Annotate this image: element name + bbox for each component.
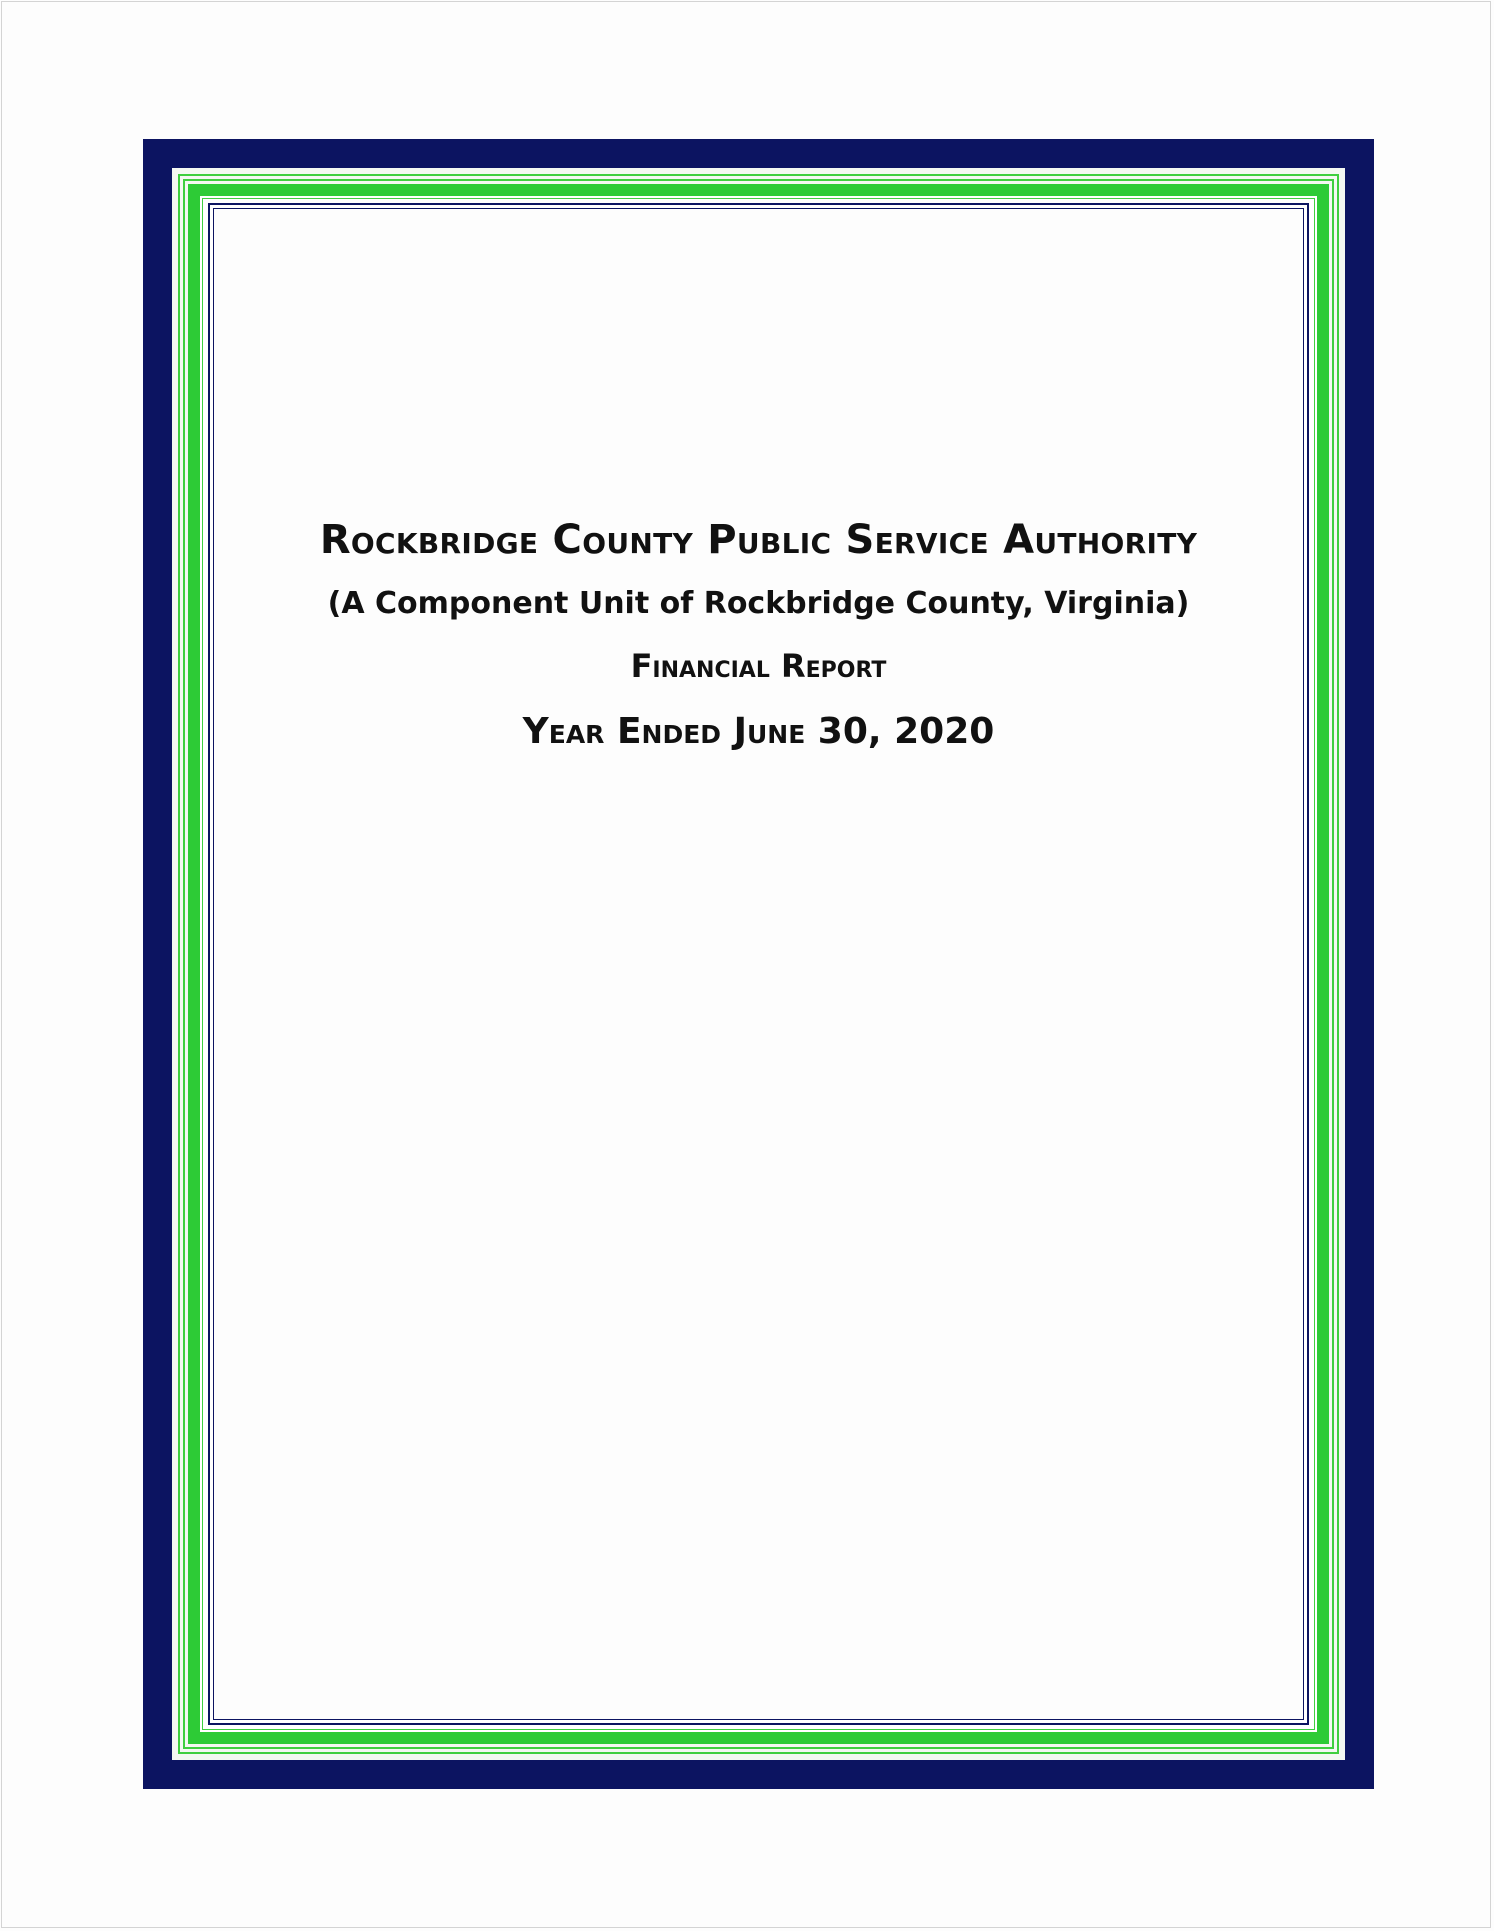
- cover-content-area: [213, 208, 1304, 1720]
- organization-name: Rockbridge County Public Service Authority: [319, 517, 1198, 563]
- report-title: Financial Report: [630, 647, 887, 685]
- report-period: Year Ended June 30, 2020: [522, 711, 995, 752]
- organization-subtitle: (A Component Unit of Rockbridge County, Virginia): [327, 586, 1190, 621]
- cover-title-block: [213, 500, 1304, 762]
